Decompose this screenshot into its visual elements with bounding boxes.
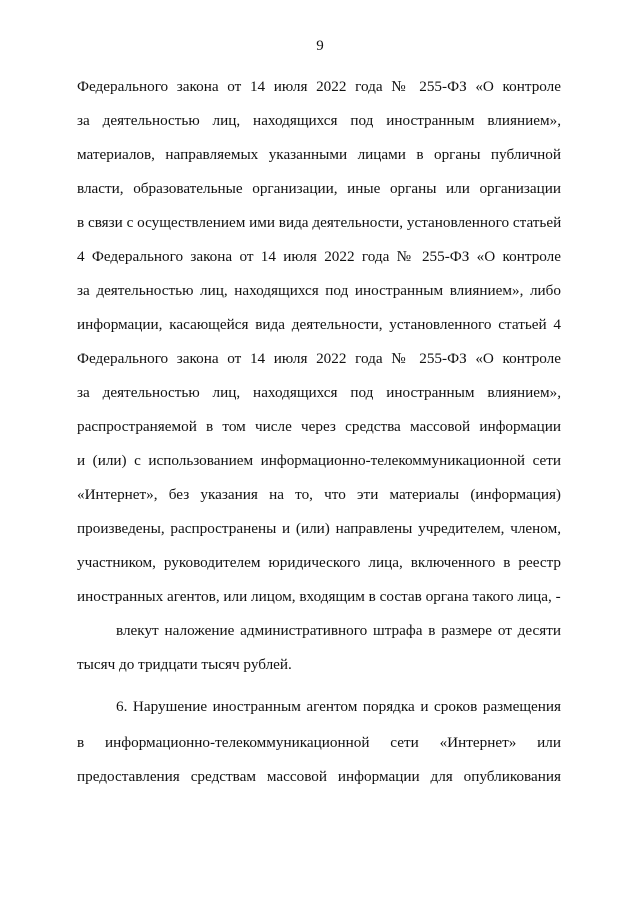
text-line: распространяемой в том числе через средства массовой информации — [77, 418, 561, 435]
text-line: «Интернет», без указания на то, что эти материалы (информация) — [77, 486, 561, 503]
text-line: Федерального закона от 14 июля 2022 года № 255-ФЗ «О контроле — [77, 78, 561, 95]
text-line: Федерального закона от 14 июля 2022 года № 255-ФЗ «О контроле — [77, 350, 561, 367]
text-line: влекут наложение административного штрафа в размере от десяти — [116, 622, 561, 639]
text-line: произведены, распространены и (или) направлены учредителем, членом, — [77, 520, 561, 537]
text-line: материалов, направляемых указанными лицами в органы публичной — [77, 146, 561, 163]
text-line: за деятельностью лиц, находящихся под иностранным влиянием», — [77, 112, 561, 129]
text-line: за деятельностью лиц, находящихся под иностранным влиянием», — [77, 384, 561, 401]
text-line: 4 Федерального закона от 14 июля 2022 года № 255-ФЗ «О контроле — [77, 248, 561, 265]
text-line: предоставления средствам массовой информации для опубликования — [77, 768, 561, 785]
text-line: тысяч до тридцати тысяч рублей. — [77, 656, 292, 673]
text-line: участником, руководителем юридического лица, включенного в реестр — [77, 554, 561, 571]
text-line: в информационно-телекоммуникационной сети «Интернет» или — [77, 734, 561, 751]
text-line: иностранных агентов, или лицом, входящим в состав органа такого лица, - — [77, 588, 561, 605]
text-line: власти, образовательные организации, иные органы или организации — [77, 180, 561, 197]
text-line: за деятельностью лиц, находящихся под иностранным влиянием», либо — [77, 282, 561, 299]
text-line: и (или) с использованием информационно-телекоммуникационной сети — [77, 452, 561, 469]
text-line: информации, касающейся вида деятельности, установленного статьей 4 — [77, 316, 561, 333]
text-line: в связи с осуществлением ими вида деятельности, установленного статьей — [77, 214, 562, 231]
page-number: 9 — [316, 38, 324, 54]
text-line: 6. Нарушение иностранным агентом порядка и сроков размещения — [116, 698, 561, 715]
